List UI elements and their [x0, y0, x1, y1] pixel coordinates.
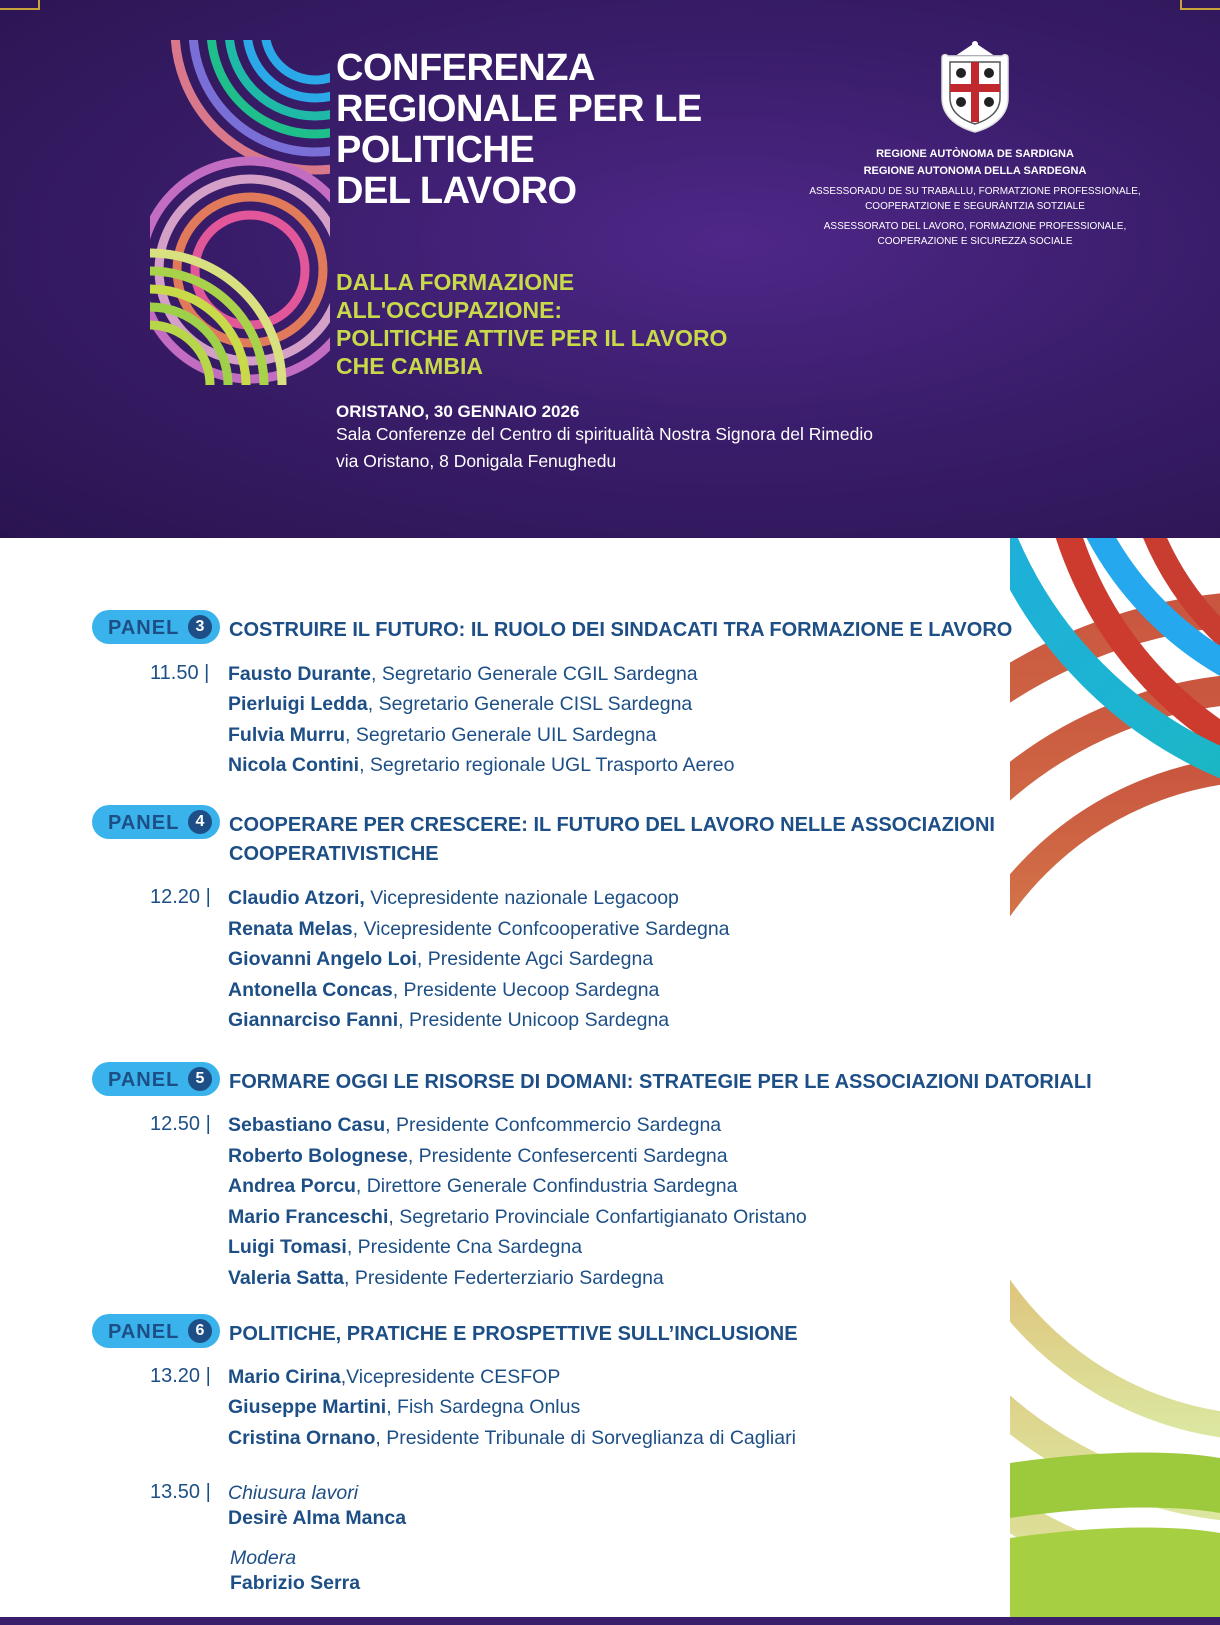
speaker-item [228, 724, 656, 747]
time-slot: 13.20 | [150, 1365, 211, 1387]
title-line: DEL LAVORO [336, 170, 577, 212]
time-slot: 12.20 | [150, 886, 211, 908]
corner-mark-right [1180, 0, 1220, 10]
speaker-name: Giovanni Angelo Loi [228, 948, 417, 970]
panel-number: 6 [188, 1319, 212, 1343]
speaker-name: Pierluigi Ledda [228, 693, 368, 715]
speaker-name: Valeria Satta [228, 1267, 344, 1289]
speaker-name: Mario Franceschi [228, 1206, 389, 1228]
speaker-name: Nicola Contini [228, 754, 360, 776]
event-header [0, 0, 1220, 538]
speaker-item [228, 918, 730, 941]
speaker-name: Giannarciso Fanni [228, 1009, 399, 1031]
panel-title: COSTRUIRE IL FUTURO: IL RUOLO DEI SINDACATI TRA FORMAZIONE E LAVORO [229, 619, 1013, 641]
time-slot: 12.50 | [150, 1113, 211, 1135]
department-line: COOPERATZIONE E SEGURÀNTZIA SOTZIALE [865, 201, 1085, 212]
speaker-role: , Segretario Provinciale Confartigianato Oristano [388, 1206, 807, 1228]
speaker-role: Vicepresidente nazionale Legacoop [364, 887, 679, 909]
title-line: CONFERENZA [336, 47, 595, 89]
speaker-role: , Presidente Confesercenti Sardegna [407, 1145, 728, 1167]
speaker-item [228, 1366, 560, 1389]
department-italian [790, 219, 1160, 249]
closing-label: Chiusura lavori [228, 1482, 359, 1504]
subtitle-line: ALL'OCCUPAZIONE: [336, 297, 563, 323]
panel-title [229, 811, 1029, 869]
panel-badge [92, 1314, 220, 1348]
department-line: ASSESSORATO DEL LAVORO, FORMAZIONE PROFESSIONALE, [823, 221, 1127, 232]
corner-mark-left [0, 0, 40, 10]
title-line: REGIONALE PER LE [336, 88, 702, 130]
panel-badge [92, 1062, 220, 1096]
subtitle-line: POLITICHE ATTIVE PER IL LAVORO [336, 325, 728, 351]
speaker-item [228, 1114, 721, 1137]
speaker-item [228, 948, 653, 971]
bottom-bar [0, 1617, 1220, 1625]
subtitle-line: DALLA FORMAZIONE [336, 269, 575, 295]
panel-number: 3 [188, 615, 212, 639]
title-line: POLITICHE [336, 129, 535, 171]
panel-label: PANEL [108, 812, 180, 834]
speaker-item [228, 1009, 669, 1032]
speaker-role: , Vicepresidente Confcooperative Sardegna [352, 918, 730, 940]
speaker-name: Fulvia Murru [228, 724, 346, 746]
panel-label: PANEL [108, 1069, 180, 1091]
speaker-name: Claudio Atzori, [228, 887, 365, 909]
speaker-role: , Segretario regionale UGL Trasporto Aereo [359, 754, 735, 776]
speaker-role: , Segretario Generale CGIL Sardegna [371, 663, 698, 685]
speaker-role: , Presidente Confcommercio Sardegna [385, 1114, 722, 1136]
speaker-name: Sebastiano Casu [228, 1114, 386, 1136]
speaker-item [228, 979, 659, 1002]
speaker-role: , Presidente Agci Sardegna [416, 948, 654, 970]
panel-number: 5 [188, 1067, 212, 1091]
coat-of-arms-icon [932, 40, 1018, 136]
panel-title: FORMARE OGGI LE RISORSE DI DOMANI: STRATEGIE PER LE ASSOCIAZIONI DATORIALI [229, 1071, 1092, 1093]
decorative-arcs-graphic [150, 40, 330, 385]
subtitle-line: CHE CAMBIA [336, 353, 483, 379]
speaker-name: Giuseppe Martini [228, 1396, 387, 1418]
speaker-name: Roberto Bolognese [228, 1145, 408, 1167]
speaker-name: Andrea Porcu [228, 1175, 356, 1197]
speaker-item [228, 1145, 728, 1168]
department-line: COOPERAZIONE E SICUREZZA SOCIALE [877, 236, 1073, 247]
speaker-item [228, 1396, 580, 1419]
speaker-item [228, 1206, 807, 1229]
panel-badge [92, 805, 220, 839]
panel-title-line: COOPERATIVISTICHE [229, 843, 439, 865]
event-date: ORISTANO, 30 GENNAIO 2026 [336, 402, 580, 421]
panel-title-line: COOPERARE PER CRESCERE: IL FUTURO DEL LAVORO NELLE ASSOCIAZIONI [229, 814, 995, 836]
panel-badge [92, 610, 220, 644]
closing-speaker: Desirè Alma Manca [228, 1507, 407, 1529]
panel-label: PANEL [108, 1321, 180, 1343]
speaker-name: Mario Cirina [228, 1366, 341, 1388]
department-sardinian [790, 184, 1160, 214]
speaker-item [228, 1175, 737, 1198]
venue-address: via Oristano, 8 Donigala Fenughedu [336, 451, 617, 471]
speaker-name: Fausto Durante [228, 663, 372, 685]
speaker-role: , Presidente Uecoop Sardegna [392, 979, 660, 1001]
speaker-role: , Fish Sardegna Onlus [386, 1396, 581, 1418]
speaker-role: , Direttore Generale Confindustria Sardegna [355, 1175, 738, 1197]
moderator-name: Fabrizio Serra [230, 1572, 361, 1594]
speaker-item [228, 693, 692, 716]
conference-title [336, 48, 702, 212]
region-name-italian: REGIONE AUTONOMA DELLA SARDEGNA [863, 165, 1087, 177]
time-slot: 11.50 | [150, 662, 210, 684]
speaker-role: , Presidente Unicoop Sardegna [398, 1009, 670, 1031]
department-line: ASSESSORADU DE SU TRABALLU, FORMATZIONE PROFESSIONALE, [809, 186, 1141, 197]
region-name-sardinian: REGIONE AUTÒNOMA DE SARDIGNA [876, 148, 1074, 160]
panel-number: 4 [188, 810, 212, 834]
speaker-name: Luigi Tomasi [228, 1236, 347, 1258]
panel-label: PANEL [108, 617, 180, 639]
conference-subtitle [336, 268, 727, 380]
panel-title: POLITICHE, PRATICHE E PROSPETTIVE SULL’INCLUSIONE [229, 1323, 798, 1345]
venue-line: Sala Conferenze del Centro di spiritualità Nostra Signora del Rimedio [336, 424, 873, 444]
speaker-name: Antonella Concas [228, 979, 393, 1001]
speaker-item [228, 754, 735, 777]
speaker-role: , Presidente Tribunale di Sorveglianza di Cagliari [375, 1427, 796, 1449]
speaker-role: , Segretario Generale CISL Sardegna [367, 693, 693, 715]
region-logo [790, 40, 1160, 249]
closing-time: 13.50 | [150, 1481, 211, 1503]
speaker-role: , Presidente Federterziario Sardegna [344, 1267, 664, 1289]
moderator-label: Modera [230, 1547, 297, 1569]
speaker-role: ,Vicepresidente CESFOP [340, 1366, 561, 1388]
speaker-item [228, 1427, 796, 1450]
speaker-role: , Presidente Cna Sardegna [346, 1236, 583, 1258]
speaker-item [228, 663, 698, 686]
speaker-name: Cristina Ornano [228, 1427, 376, 1449]
speaker-name: Renata Melas [228, 918, 353, 940]
speaker-item [228, 887, 679, 910]
speaker-item [228, 1236, 582, 1259]
speaker-item [228, 1267, 664, 1290]
speaker-role: , Segretario Generale UIL Sardegna [345, 724, 657, 746]
